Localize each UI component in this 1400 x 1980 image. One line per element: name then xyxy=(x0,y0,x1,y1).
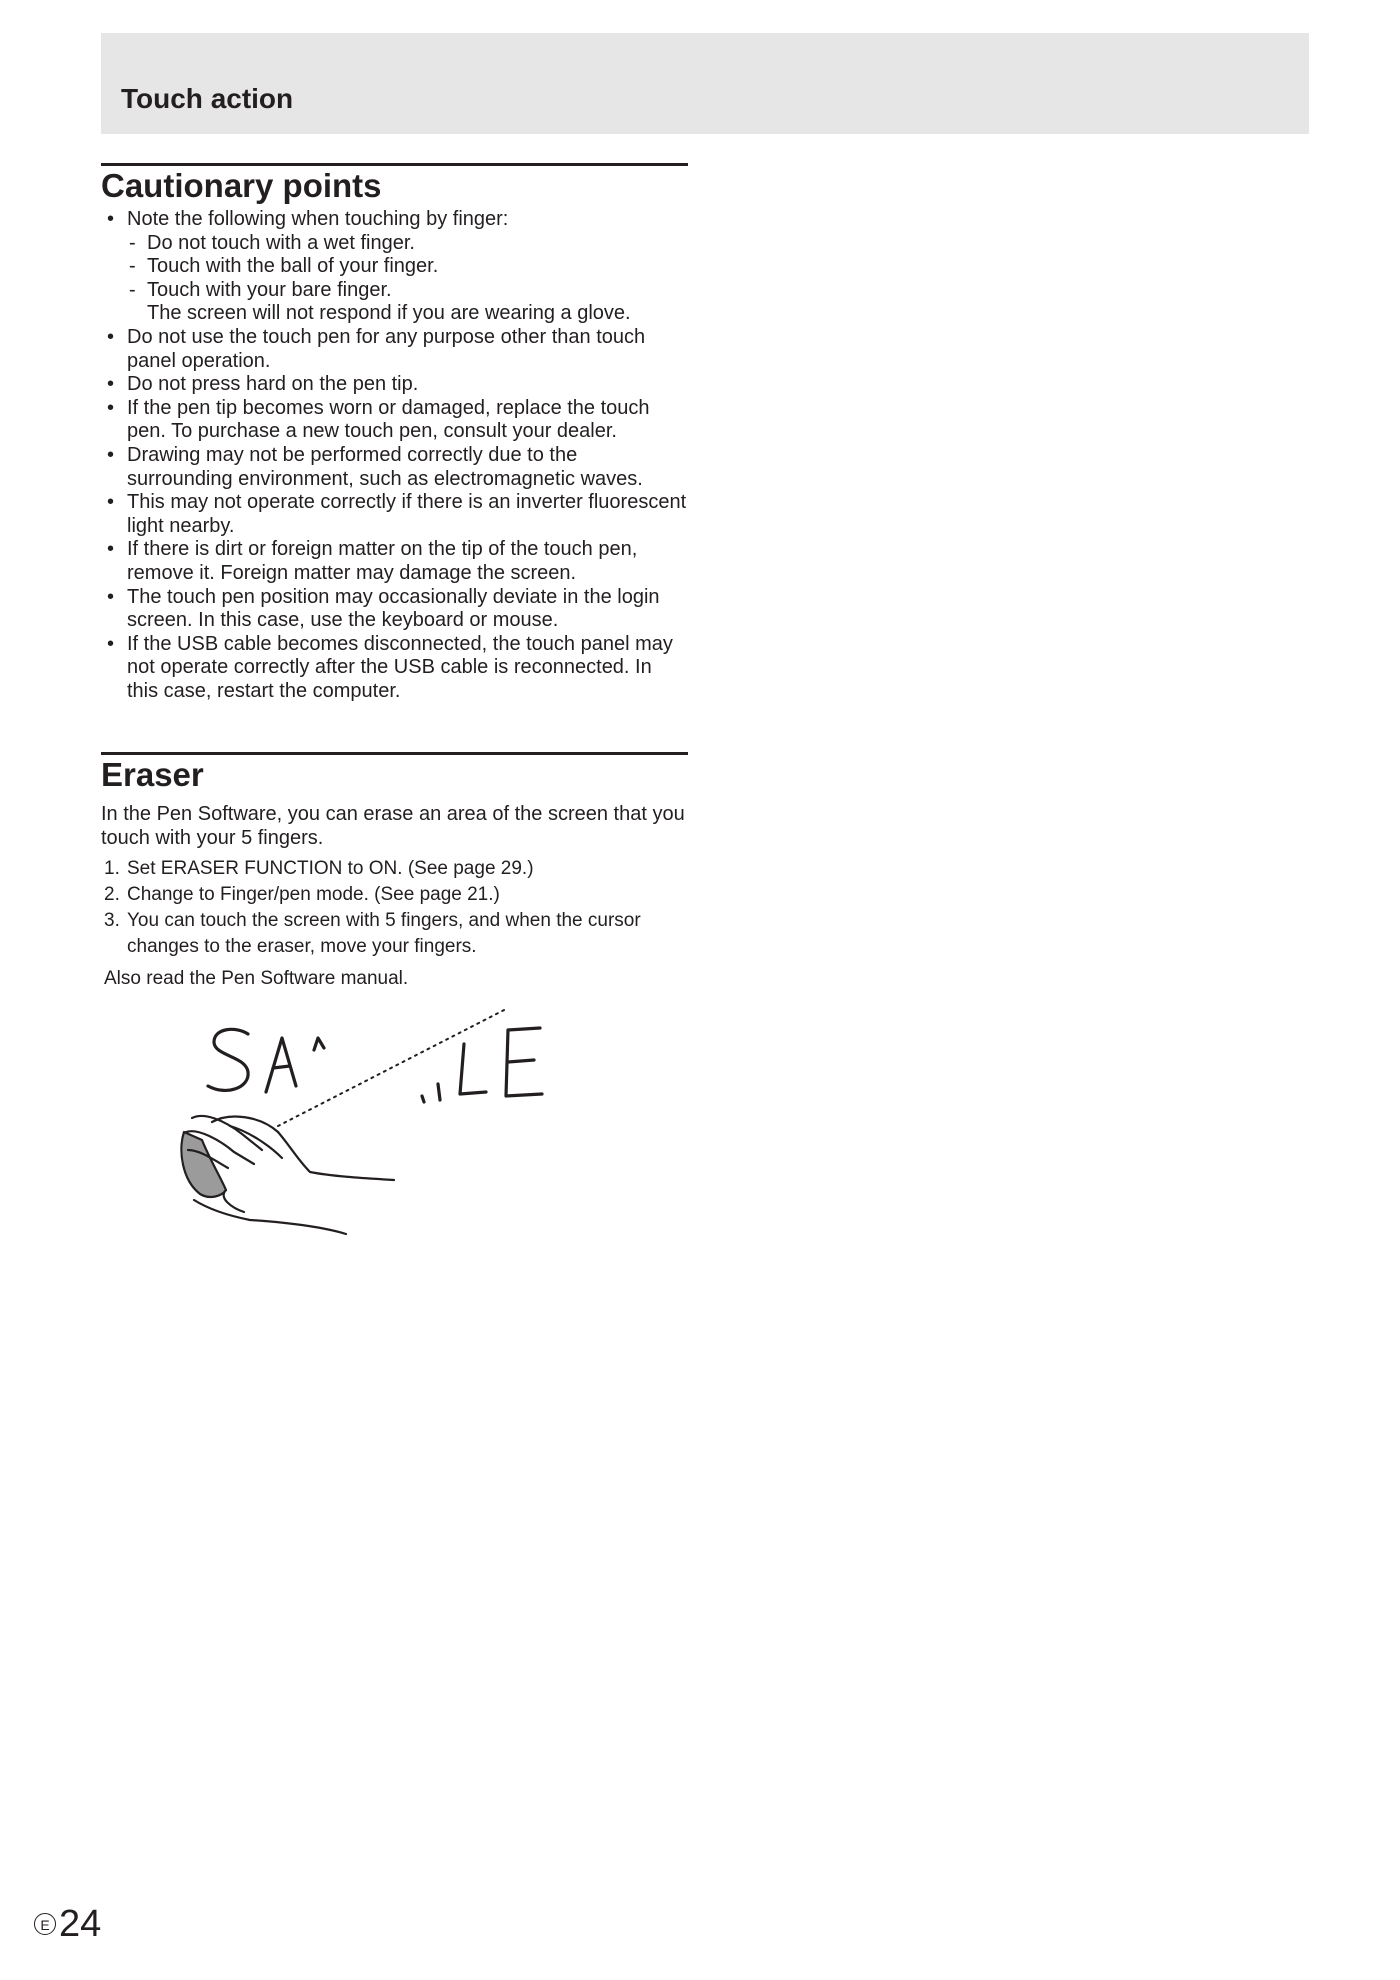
eraser-section xyxy=(101,752,688,991)
handwriting-sample xyxy=(208,1028,542,1102)
list-item: • Drawing may not be performed correctly due to the surrounding environment, such as electromagnetic waves. xyxy=(101,444,688,491)
section-rule xyxy=(101,163,688,166)
cautionary-section xyxy=(101,163,688,703)
list-item: • The touch pen position may occasionally deviate in the login screen. In this case, use the keyboard or mouse. xyxy=(101,586,688,633)
finger-sub-list xyxy=(127,232,688,303)
step-number: 2. xyxy=(104,884,120,905)
list-item: • Do not press hard on the pen tip. xyxy=(101,373,688,397)
eraser-illustration xyxy=(170,1000,600,1250)
step-text: Change to Finger/pen mode. (See page 21.) xyxy=(127,884,500,905)
page-number xyxy=(34,1904,101,1944)
step-text: Set ERASER FUNCTION to ON. (See page 29.) xyxy=(127,858,534,879)
cautionary-title: Cautionary points xyxy=(101,167,382,204)
language-badge: E xyxy=(34,1913,56,1935)
sub-list-item: - Touch with your bare finger. xyxy=(127,279,688,303)
also-read-note: Also read the Pen Software manual. xyxy=(104,968,409,989)
glove-note: The screen will not respond if you are wearing a glove. xyxy=(147,302,631,325)
cautionary-list xyxy=(101,208,688,703)
step-number: 1. xyxy=(104,858,120,879)
eraser-steps xyxy=(101,856,688,960)
sub-list-item: - Do not touch with a wet finger. xyxy=(127,232,688,256)
step-item xyxy=(101,908,688,960)
list-item: • Do not use the touch pen for any purpose other than touch panel operation. xyxy=(101,326,688,373)
step-number: 3. xyxy=(104,910,120,931)
list-item xyxy=(101,208,688,326)
sub-list-item: - Touch with the ball of your finger. xyxy=(127,255,688,279)
header-title: Touch action xyxy=(121,83,294,114)
step-item xyxy=(101,856,688,882)
section-rule xyxy=(101,752,688,755)
step-item xyxy=(101,882,688,908)
eraser-title: Eraser xyxy=(101,756,204,793)
hand-icon xyxy=(181,1116,394,1234)
section-header-band xyxy=(101,33,1309,134)
list-item: • If the pen tip becomes worn or damaged, replace the touch pen. To purchase a new touch pen, consult your dealer. xyxy=(101,397,688,444)
list-item: • If there is dirt or foreign matter on the tip of the touch pen, remove it. Foreign matter may damage the screen. xyxy=(101,538,688,585)
page-number-text: 24 xyxy=(59,1903,102,1945)
step-text: You can touch the screen with 5 fingers, and when the cursor changes to the eraser, move your fingers. xyxy=(127,910,641,957)
eraser-intro: In the Pen Software, you can erase an area of the screen that you touch with your 5 fingers. xyxy=(101,803,685,849)
list-item-text: Note the following when touching by finger: xyxy=(127,208,509,230)
list-item: • This may not operate correctly if there is an inverter fluorescent light nearby. xyxy=(101,491,688,538)
list-item: • If the USB cable becomes disconnected, the touch panel may not operate correctly after the USB cable is reconnected. In this case, restart the computer. xyxy=(101,633,688,704)
erase-trail xyxy=(278,1008,508,1126)
